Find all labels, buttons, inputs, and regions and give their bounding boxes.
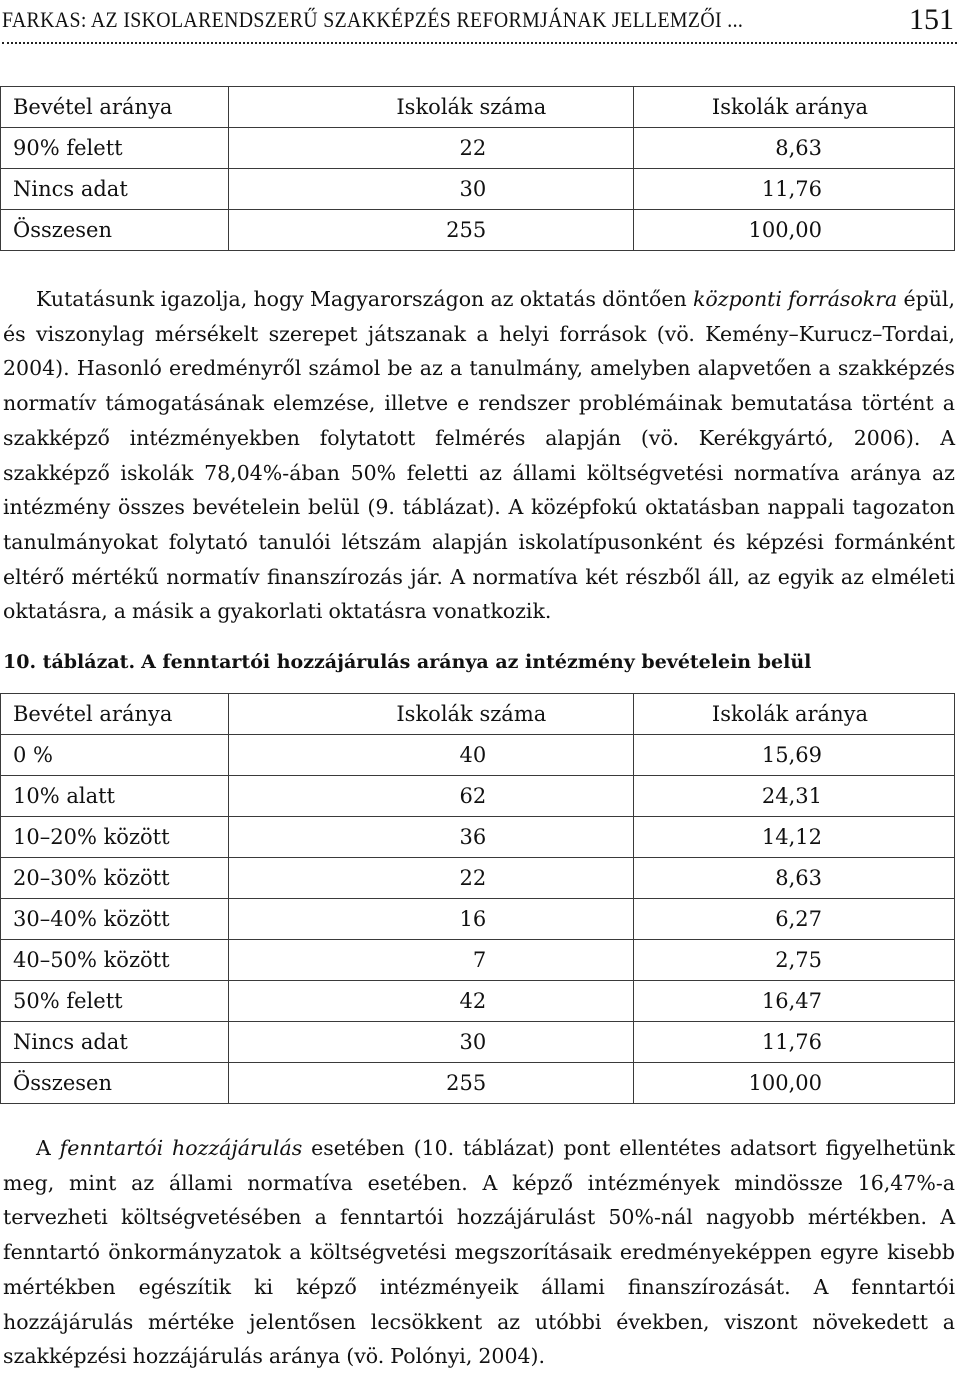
row-label: 30–40% között xyxy=(1,899,229,940)
school-ratio-cell: 6,27 xyxy=(634,899,955,940)
table-row xyxy=(1,776,955,817)
row-label: 10% alatt xyxy=(1,776,229,817)
table-row xyxy=(1,858,955,899)
school-ratio-cell: 16,47 xyxy=(634,981,955,1022)
table-row xyxy=(1,899,955,940)
row-label: Összesen xyxy=(1,210,229,251)
table-row xyxy=(1,169,955,210)
school-ratio-cell: 24,31 xyxy=(634,776,955,817)
column-header-school-count: Iskolák száma xyxy=(228,87,633,128)
column-header-school-count: Iskolák száma xyxy=(228,694,633,735)
paragraph-text: Kutatásunk igazolja, hogy Magyarországon az oktatás döntően xyxy=(36,287,693,311)
column-header-income-ratio: Bevétel aránya xyxy=(1,694,229,735)
school-count-cell: 30 xyxy=(228,169,633,210)
table-9-continuation xyxy=(0,86,955,251)
paragraph-text: épül, és viszonylag mérsékelt szerepet játszanak a helyi források (vö. Kemény–Kurucz–Tordai, 2004). Hasonló eredményről számol be az a tanulmány, amelyben alapvetően a szakképzés normatív támogatásának elemzése, illetve e rendszer problémáinak bemutatása történt a szakképző intézményekben folytatott felmérés alapján (vö. Kerékgyártó, 2006). A szakképző iskolák 78,04%-ában 50% feletti az állami költségvetési normatíva aránya az intézmény összes bevételein belül (9. táblázat). A középfokú oktatásban nappali tagozaton tanulmányokat folytató tanulói létszám alapján iskolatípusonként és képzési formánként eltérő mértékű normatív finanszírozás jár. A normatíva két részből áll, az egyik az elméleti oktatásra, a másik a gyakorlati oktatásra vonatkozik. xyxy=(3,287,956,624)
row-label: Nincs adat xyxy=(1,169,229,210)
school-ratio-cell: 8,63 xyxy=(634,128,955,169)
school-count-cell: 255 xyxy=(228,210,633,251)
table-row xyxy=(1,940,955,981)
school-count-cell: 16 xyxy=(228,899,633,940)
row-label: 40–50% között xyxy=(1,940,229,981)
table-row xyxy=(1,981,955,1022)
row-label: 0 % xyxy=(1,735,229,776)
column-header-school-ratio: Iskolák aránya xyxy=(634,87,955,128)
row-label: Nincs adat xyxy=(1,1022,229,1063)
table-caption-title: A fenntartói hozzájárulás aránya az intézmény bevételein belül xyxy=(141,651,812,673)
school-count-cell: 62 xyxy=(228,776,633,817)
school-ratio-cell: 2,75 xyxy=(634,940,955,981)
running-header xyxy=(0,3,958,43)
body-paragraph-1 xyxy=(3,282,955,629)
column-header-school-ratio: Iskolák aránya xyxy=(634,694,955,735)
row-label: 20–30% között xyxy=(1,858,229,899)
school-count-cell: 22 xyxy=(228,128,633,169)
column-header-income-ratio: Bevétel aránya xyxy=(1,87,229,128)
school-count-cell: 30 xyxy=(228,1022,633,1063)
school-ratio-cell: 100,00 xyxy=(634,210,955,251)
school-ratio-cell: 100,00 xyxy=(634,1063,955,1104)
table-row xyxy=(1,1022,955,1063)
table-header-row xyxy=(1,87,955,128)
school-count-cell: 40 xyxy=(228,735,633,776)
school-ratio-cell: 15,69 xyxy=(634,735,955,776)
row-label: Összesen xyxy=(1,1063,229,1104)
school-ratio-cell: 11,76 xyxy=(634,1022,955,1063)
school-count-cell: 22 xyxy=(228,858,633,899)
header-dotted-rule xyxy=(2,42,957,44)
table-row xyxy=(1,210,955,251)
table-caption-number: 10. táblázat. xyxy=(3,651,136,673)
school-ratio-cell: 14,12 xyxy=(634,817,955,858)
page-number: 151 xyxy=(909,3,954,36)
paragraph-text: A xyxy=(36,1136,60,1160)
running-title: FARKAS: AZ ISKOLARENDSZERŰ SZAKKÉPZÉS REFORMJÁNAK JELLEMZŐI ... xyxy=(2,7,744,32)
row-label: 50% felett xyxy=(1,981,229,1022)
table-caption xyxy=(3,651,811,673)
emphasis-text: fenntartói hozzájárulás xyxy=(59,1136,303,1160)
table-row xyxy=(1,128,955,169)
table-10 xyxy=(0,693,955,1104)
school-count-cell: 7 xyxy=(228,940,633,981)
paragraph-text: esetében (10. táblázat) pont ellentétes adatsort figyelhetünk meg, mint az állami normatíva esetében. A képző intézmények mindössze 16,47%-a tervezheti költségvetésében a fenntartói hozzájárulást 50%-nál nagyobb mértékben. A fenntartó önkormányzatok a költségvetési megszorításaik eredményeképpen egyre kisebb mértékben egészítik ki képző intézményeik állami finanszírozását. A fenntartói hozzájárulás mértéke jelentősen lecsökkent az utóbbi években, viszont növekedett a szakképzési hozzájárulás aránya (vö. Polónyi, 2004). xyxy=(3,1136,955,1369)
school-count-cell: 255 xyxy=(228,1063,633,1104)
table-row xyxy=(1,735,955,776)
school-count-cell: 42 xyxy=(228,981,633,1022)
body-paragraph-2 xyxy=(3,1131,955,1374)
table-header-row xyxy=(1,694,955,735)
row-label: 90% felett xyxy=(1,128,229,169)
school-ratio-cell: 8,63 xyxy=(634,858,955,899)
row-label: 10–20% között xyxy=(1,817,229,858)
table-row xyxy=(1,817,955,858)
emphasis-text: központi forrásokra xyxy=(692,287,898,311)
school-count-cell: 36 xyxy=(228,817,633,858)
table-row xyxy=(1,1063,955,1104)
school-ratio-cell: 11,76 xyxy=(634,169,955,210)
